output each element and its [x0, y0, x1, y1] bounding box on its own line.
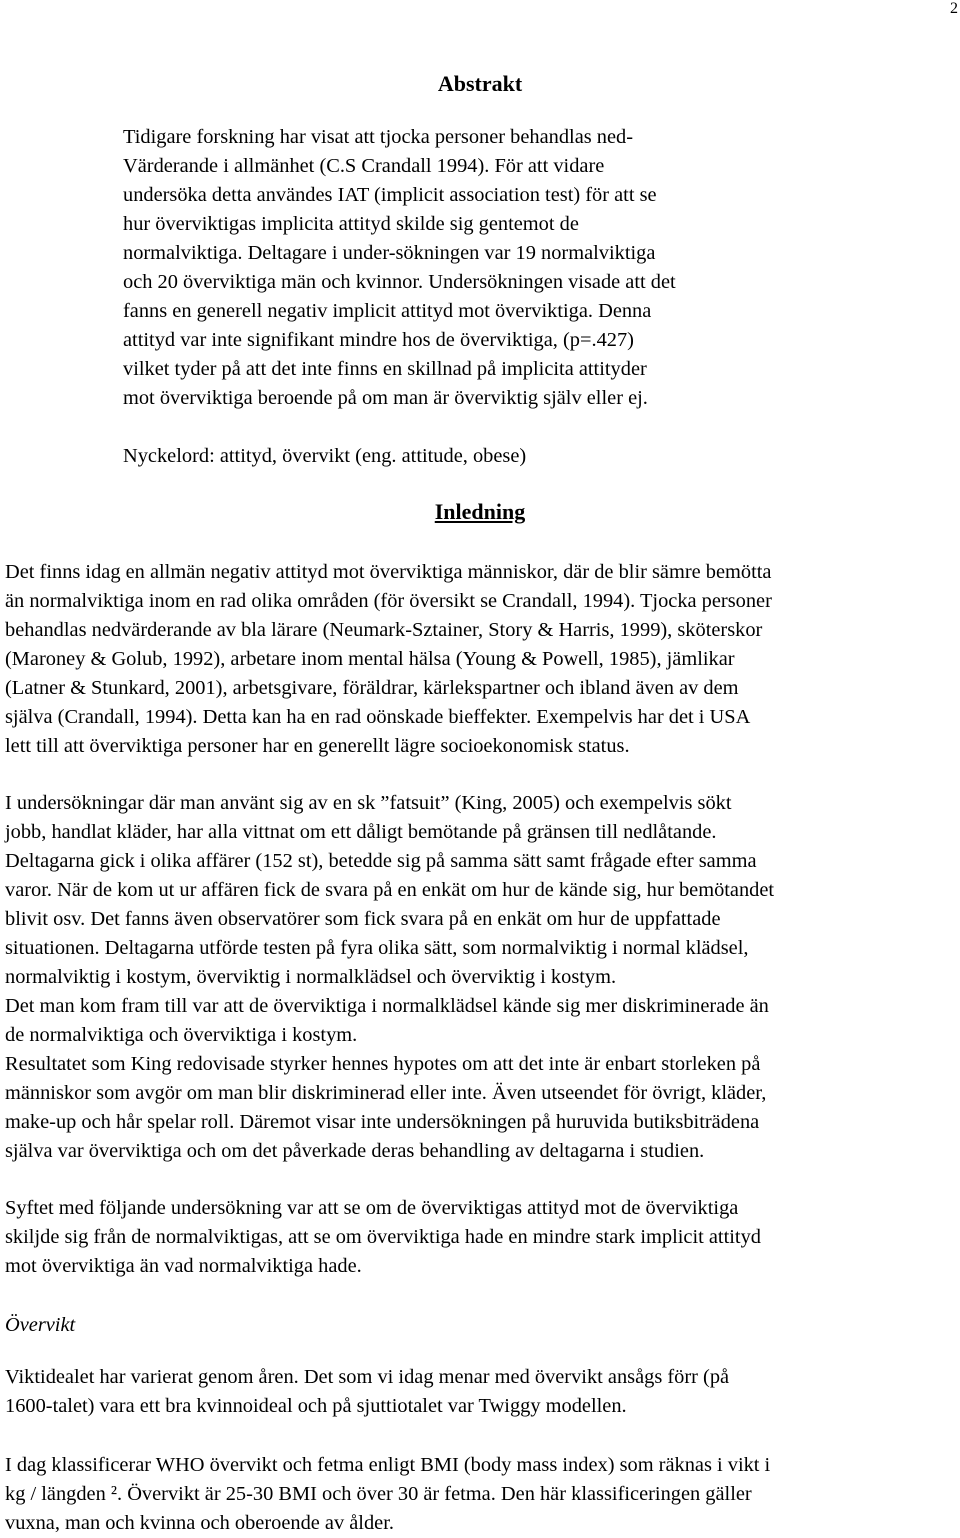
paragraph-line: situationen. Deltagarna utförde testen på fyra olika sätt, som normalviktig i normal klädsel, — [5, 937, 749, 959]
paragraph-line: Syftet med följande undersökning var att se om de överviktigas attityd mot de överviktiga — [5, 1197, 739, 1219]
introduction-paragraph-3 — [5, 1194, 957, 1281]
paragraph-line: vuxna, man och kvinna och oberoende av ålder. — [5, 1512, 394, 1534]
paragraph-line: än normalviktiga inom en rad olika områden (för översikt se Crandall, 1994). Tjocka personer — [5, 590, 772, 612]
abstract-line: fanns en generell negativ implicit attityd mot överviktiga. Denna — [123, 300, 652, 322]
paragraph-line: (Latner & Stunkard, 2001), arbetsgivare, föräldrar, kärlekspartner och ibland även av dem — [5, 677, 739, 699]
abstract-line: attityd var inte signifikant mindre hos de överviktiga, (p=.427) — [123, 329, 634, 351]
paragraph-line: varor. När de kom ut ur affären fick de svara på en enkät om hur de kände sig, hur bemötandet — [5, 879, 775, 901]
introduction-paragraph-1 — [5, 558, 957, 761]
paragraph-line: Viktidealet har varierat genom åren. Det som vi idag menar med övervikt ansågs förr (på — [5, 1366, 730, 1388]
paragraph-line: blivit osv. Det fanns även observatörer som fick svara på en enkät om hur de uppfattade — [5, 908, 721, 930]
paragraph-line: I dag klassificerar WHO övervikt och fetma enligt BMI (body mass index) som räknas i vikt i — [5, 1454, 771, 1476]
paragraph-line: kg / längden ². Övervikt är 25-30 BMI och över 30 är fetma. Den här klassificeringen gäller — [5, 1483, 752, 1505]
paragraph-line: själva var överviktiga och om det påverkade deras behandling av deltagarna i studien. — [5, 1140, 705, 1162]
abstract-line: normalviktiga. Deltagare i under-sökningen var 19 normalviktiga — [123, 242, 656, 264]
paragraph-line: I undersökningar där man använt sig av en sk ”fatsuit” (King, 2005) och exempelvis sökt — [5, 792, 732, 814]
paragraph-line: (Maroney & Golub, 1992), arbetare inom mental hälsa (Young & Powell, 1985), jämlikar — [5, 648, 735, 670]
paragraph-line: Deltagarna gick i olika affärer (152 st), betedde sig på samma sätt samt frågade efter samma — [5, 850, 757, 872]
abstract-line: undersöka detta användes IAT (implicit association test) för att se — [123, 184, 657, 206]
abstract-line: hur överviktigas implicita attityd skilde sig gentemot de — [123, 213, 579, 235]
introduction-paragraph-2 — [5, 789, 957, 1166]
paragraph-line: människor som avgör om man blir diskriminerad eller inte. Även utseendet för övrigt, kläder, — [5, 1082, 767, 1104]
keywords: Nyckelord: attityd, övervikt (eng. attitude, obese) — [123, 445, 527, 467]
introduction-heading: Inledning — [434, 499, 526, 524]
paragraph-line: mot överviktiga än vad normalviktiga hade. — [5, 1255, 362, 1277]
abstract-line: mot överviktiga beroende på om man är överviktig själv eller ej. — [123, 387, 648, 409]
paragraph-line: de normalviktiga och överviktiga i kostym. — [5, 1024, 358, 1046]
paragraph-line: Det finns idag en allmän negativ attityd mot överviktiga människor, där de blir sämre bemötta — [5, 561, 772, 583]
paragraph-line: normalviktig i kostym, överviktig i normalklädsel och överviktig i kostym. — [5, 966, 617, 988]
abstract-line: vilket tyder på att det inte finns en skillnad på implicita attityder — [123, 358, 647, 380]
paragraph-line: jobb, handlat kläder, har alla vittnat om ett dåligt bemötande på gränsen till nedlåtande. — [5, 821, 717, 843]
abstract-line: Värderande i allmänhet (C.S Crandall 1994). För att vidare — [123, 155, 605, 177]
paragraph-line: själva (Crandall, 1994). Detta kan ha en rad oönskade bieffekter. Exempelvis har det i USA — [5, 706, 751, 728]
overweight-paragraph-1 — [5, 1363, 957, 1421]
overweight-paragraph-2 — [5, 1451, 957, 1538]
abstract-heading: Abstrakt — [437, 71, 523, 96]
abstract-line: Tidigare forskning har visat att tjocka personer behandlas ned- — [123, 126, 634, 148]
abstract-body — [123, 123, 803, 413]
paragraph-line: Resultatet som King redovisade styrker hennes hypotes om att det inte är enbart storleken på — [5, 1053, 761, 1075]
page-number: 2 — [950, 0, 958, 17]
paragraph-line: 1600-talet) vara ett bra kvinnoideal och på sjuttiotalet var Twiggy modellen. — [5, 1395, 627, 1417]
abstract-line: och 20 överviktiga män och kvinnor. Undersökningen visade att det — [123, 271, 676, 293]
paragraph-line: make-up och hår spelar roll. Däremot visar inte undersökningen på huruvida butiksbiträdena — [5, 1111, 760, 1133]
paragraph-line: lett till att överviktiga personer har en generellt lägre socioekonomisk status. — [5, 735, 630, 757]
paragraph-line: behandlas nedvärderande av bla lärare (Neumark-Sztainer, Story & Harris, 1999), sköterskor — [5, 619, 763, 641]
paragraph-line: skiljde sig från de normalviktigas, att se om överviktiga hade en mindre stark implicit attityd — [5, 1226, 761, 1248]
paragraph-line: Det man kom fram till var att de överviktiga i normalklädsel kände sig mer diskriminerade än — [5, 995, 769, 1017]
overweight-heading: Övervikt — [5, 1314, 76, 1336]
